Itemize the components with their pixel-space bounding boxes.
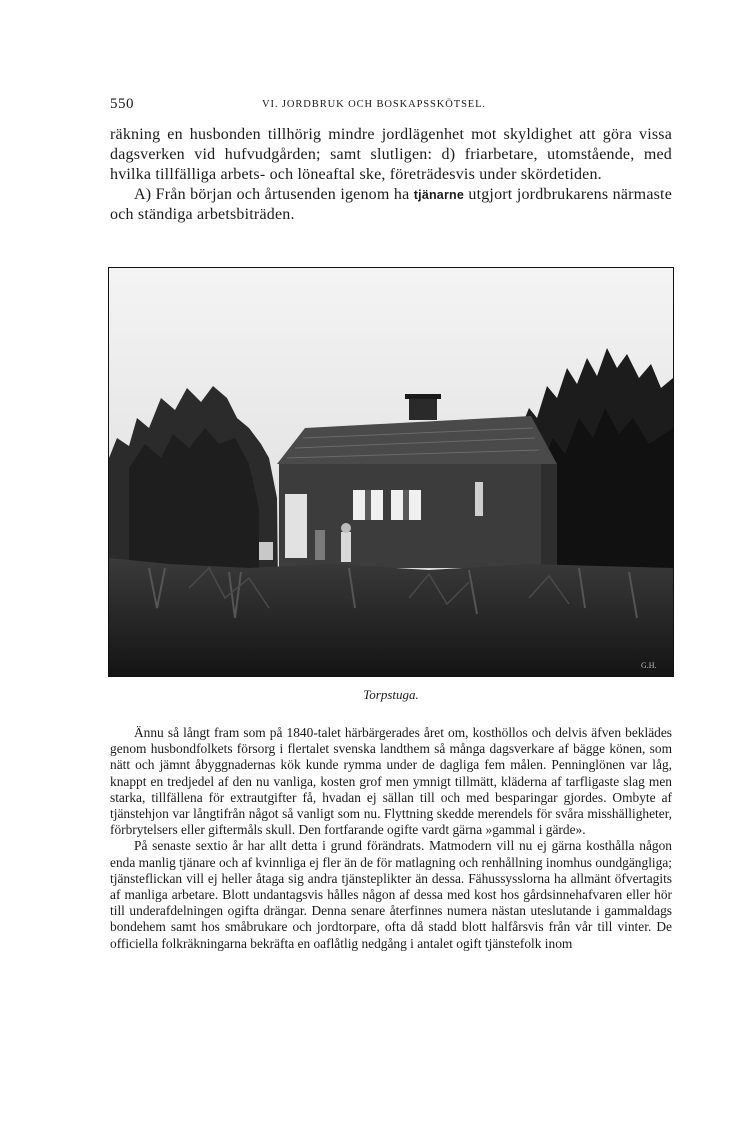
intro-paragraph-2-end: utgjort jordbrukarens närmaste och ständiga arbetsbiträden. [110,186,672,223]
intro-text [110,125,672,225]
page-header [110,96,672,112]
intro-paragraph-1: räkning en husbonden tillhörig mindre jordlägenhet mot skyldighet att göra vissa dagsverken vid hufvudgården; samt slutligen: d) friarbetare, utomstående, med hvilka tillfälliga arbets- och löneaftal ske, företrädesvis under skördetiden. [110,126,672,183]
cottage-door [285,494,307,558]
body-paragraph-2: På senaste sextio år har allt detta i grund förändrats. Matmodern vill nu ej gärna kosthålla någon enda manlig tjänare och af kvinnliga ej fler än de för matlagning och renhållning inomhus oundgängliga; tjänsteflickan vill ej heller åtaga sig andra tjänsteplikter än dessa. Fähussysslorna ha allmänt öfvertagits af manliga arbetare. Blott undantagsvis hålles någon af dessa med kost hos gårdsinnehafvaren eller hör till underafdelningen ogifta drängar. Denna senare återfinnes numera nästan uteslutande i gammaldags bondehem samt hos småbrukare och jordtorpare, ofta då stadd blott halfårsvis från vår till vinter. De officiella folkräkningarna bekräfta en oaflåtlig nedgång i antalet ogift tjänstefolk inom [110,838,672,951]
chimney [409,396,437,420]
engraver-signature: G.H. [641,661,657,670]
running-head: VI. JORDBRUK OCH BOSKAPSSKÖTSEL. [262,99,486,110]
page-number: 550 [110,96,134,112]
cottage-photograph [108,267,674,677]
foreground-grass [109,558,673,676]
body-text [110,725,672,952]
emphasized-word: tjänarne [413,188,465,202]
figure-caption: Torpstuga. [363,687,419,702]
intro-paragraph-2 [110,185,672,225]
photo-illustration [109,268,673,676]
intro-paragraph-2-start: A) Från början och årtusenden igenom ha [134,186,414,203]
body-paragraph-1: Ännu så långt fram som på 1840-talet härbärgerades året om, kosthöllos och delvis äfven beklädes genom husbondfolkets försorg i flertalet svenska landthem så många dagsverkare af bägge könen, som nätt och jämnt åbyggnadernas kök kunde rymma under de dagliga fem målen. Penninglönen var låg, knappt en tredjedel af den nu vanliga, kosten grof men ymnigt tillmätt, kläderna af tarfligaste slag men starka, tillfällena för extrautgifter få, hvadan ej sällan till och med besparingar gjordes. Ombyte af tjänstehjon var långtifrån något så vanligt som nu. Flyttning skedde merendels för svåra misshälligheter, förbrytelsers eller giftermåls skull. Den fortfarande ogifte vardt gärna »gammal i gärde». [110,725,672,838]
